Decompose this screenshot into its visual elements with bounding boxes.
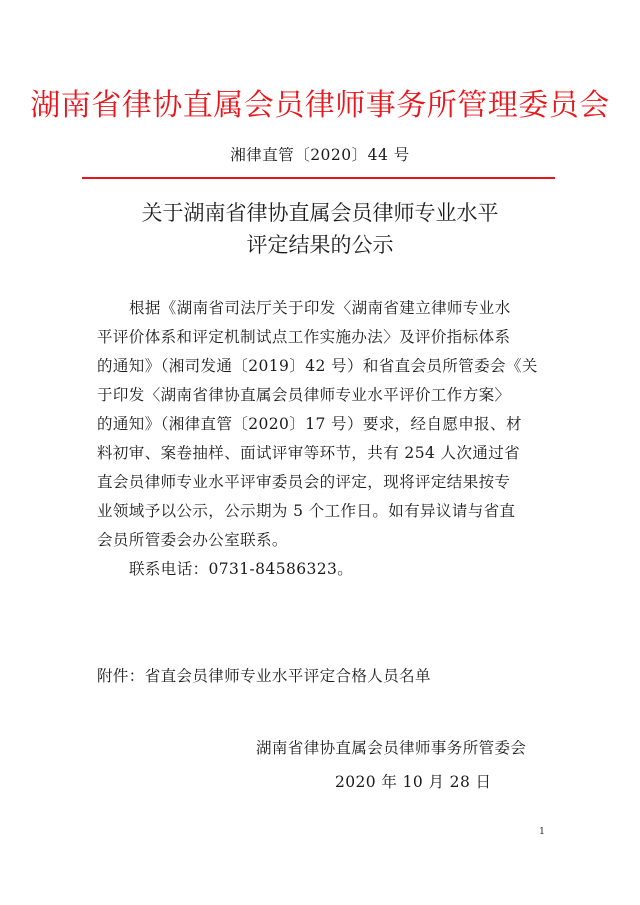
red-divider-line: [82, 177, 555, 179]
signature-org: 湖南省律协直属会员律师事务所管委会: [256, 739, 527, 757]
body-line: 直会员律师专业水平评审委员会的评定，现将评定结果按专: [97, 473, 511, 491]
contact-phone: 联系电话：0731-84586323。: [129, 560, 354, 578]
title-line-2: 评定结果的公示: [246, 233, 394, 257]
attachment-line: 附件：省直会员律师专业水平评定合格人员名单: [97, 667, 431, 685]
title-line-1: 关于湖南省律协直属会员律师专业水平: [141, 201, 499, 225]
document-number: 湘律直管〔2020〕44 号: [230, 146, 410, 164]
body-line: 的通知》（湘司发通〔2019〕42 号）和省直会员所管委会《关: [97, 357, 538, 375]
signature-date: 2020 年 10 月 28 日: [335, 773, 492, 791]
body-line: 于印发〈湖南省律协直属会员律师专业水平评价工作方案〉: [97, 386, 511, 404]
body-line: 平评价体系和评定机制试点工作实施办法〉及评价指标体系: [97, 328, 511, 346]
body-line: 的通知》（湘律直管〔2020〕17 号）要求，经自愿申报、材: [97, 415, 522, 433]
body-line: 料初审、案卷抽样、面试评审等环节，共有 254 人次通过省: [97, 444, 521, 462]
document-title: [0, 197, 640, 261]
body-line: 业领域予以公示，公示期为 5 个工作日。如有异议请与省直: [97, 502, 516, 520]
body-line: 根据《湖南省司法厅关于印发〈湖南省建立律师专业水: [129, 299, 511, 317]
body-line: 会员所管委会办公室联系。: [97, 531, 288, 549]
issuing-org-header: 湖南省律协直属会员律师事务所管理委员会: [30, 88, 610, 123]
page-number: 1: [539, 827, 545, 837]
body-paragraph: [97, 294, 543, 584]
